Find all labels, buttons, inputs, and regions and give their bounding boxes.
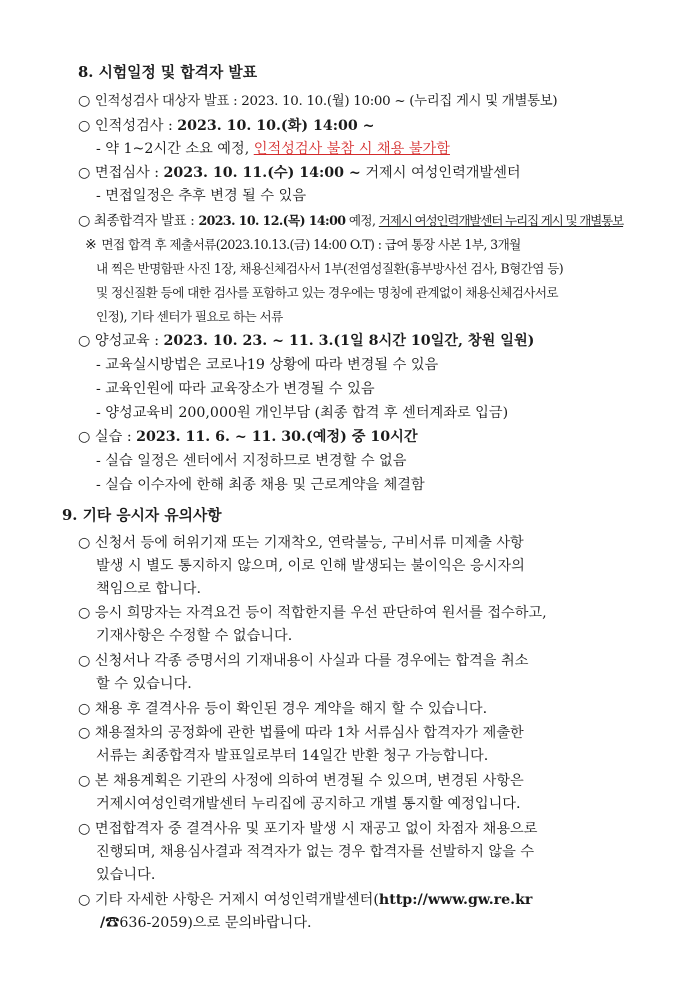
documents-note-line-1	[85, 235, 521, 255]
bullet-circle: ○	[78, 773, 91, 789]
final-result-plan: 예정,	[345, 213, 379, 228]
training-label: 양성교육 :	[94, 333, 164, 349]
final-result-label: 최종합격자 발표 :	[93, 214, 199, 229]
bullet-circle: ○	[78, 93, 91, 109]
training-sub-2: - 교육인원에 따라 교육장소가 변경될 수 있음	[96, 381, 375, 397]
contact-phone-line: /☎636-2059)으로 문의바랍니다.	[100, 915, 312, 931]
caution-item-7	[78, 819, 537, 839]
documents-note-line-3: 및 정신질환 등에 대한 검사를 포함하고 있는 경우에는 명칭에 관계없이 채용신체검사서로	[96, 285, 558, 300]
caution-line: 면접합격자 중 결격사유 및 포기자 발생 시 재공고 없이 차점자 채용으로	[94, 821, 538, 837]
caution-item-4	[78, 699, 487, 719]
final-result-item	[78, 211, 623, 232]
bullet-circle: ○	[78, 165, 91, 181]
bullet-circle: ○	[78, 213, 90, 229]
caution-line: 채용 후 결격사유 등이 확인된 경우 계약을 해지 할 수 있습니다.	[94, 701, 488, 717]
practice-date: 2023. 11. 6. ~ 11. 30.(예정) 중 10시간	[136, 429, 418, 445]
training-sub-1: - 교육실시방법은 코로나19 상황에 따라 변경될 수 있음	[96, 357, 439, 373]
training-date: 2023. 10. 23. ~ 11. 3.(1일 8시간 10일간, 창원 일원)	[163, 333, 535, 349]
practice-item	[78, 427, 418, 447]
bullet-circle: ○	[78, 701, 91, 717]
caution-line: 서류는 최종합격자 발표일로부터 14일간 반환 청구 가능합니다.	[96, 748, 489, 764]
practice-label: 실습 :	[94, 429, 137, 445]
interview-place: 거제시 여성인력개발센터	[360, 165, 521, 181]
bullet-circle: ○	[78, 821, 91, 837]
aptitude-targets-text: 인적성검사 대상자 발표 : 2023. 10. 10.(월) 10:00 ~ (누리집 게시 및 개별통보)	[94, 94, 558, 109]
documents-note-text: 면접 합격 후 제출서류(2023.10.13.(금) 14:00 O.T) : 급여 통장 사본 1부, 3개월	[101, 237, 521, 252]
caution-line: 채용절차의 공정화에 관한 법률에 따라 1차 서류심사 합격자가 제출한	[94, 725, 524, 741]
section-8-heading: 8. 시험일정 및 합격자 발표	[78, 64, 257, 81]
final-result-notice: 거제시 여성인력개발센터 누리집 게시 및 개별통보	[378, 213, 624, 228]
interview-item	[78, 163, 521, 183]
phone-number: 636-2059	[119, 915, 188, 931]
caution-item-6	[78, 771, 524, 791]
section-9-heading: 9. 기타 응시자 유의사항	[62, 507, 222, 524]
caution-line: 기재사항은 수정할 수 없습니다.	[96, 628, 293, 644]
caution-line: 진행되며, 채용심사결과 적격자가 없는 경우 합격자를 선발하지 않을 수	[96, 844, 535, 860]
caution-line: 있습니다.	[96, 867, 156, 883]
caution-line: 신청서 등에 허위기재 또는 기재착오, 연락불능, 구비서류 미제출 사항	[94, 535, 524, 551]
contact-item	[78, 890, 532, 910]
caution-item-1	[78, 533, 524, 553]
interview-date: 2023. 10. 11.(수) 14:00 ~	[163, 165, 361, 181]
caution-line: 본 채용계획은 기관의 사정에 의하여 변경될 수 있으며, 변경된 사항은	[94, 773, 524, 789]
final-result-date: 2023. 10. 12.(목) 14:00	[198, 213, 346, 228]
absence-warning: 인적성검사 불참 시 채용 불가함	[253, 141, 450, 157]
bullet-circle: ○	[78, 892, 91, 908]
caution-item-3	[78, 651, 528, 671]
aptitude-test-label: 인적성검사 :	[94, 118, 178, 134]
bullet-circle: ○	[78, 725, 91, 741]
bullet-circle: ○	[78, 118, 91, 134]
aptitude-targets-item	[78, 91, 557, 112]
caution-line: 거제시여성인력개발센터 누리집에 공지하고 개별 통지할 예정입니다.	[96, 796, 521, 812]
training-sub-3: - 양성교육비 200,000원 개인부담 (최종 합격 후 센터계좌로 입금)	[96, 405, 509, 421]
caution-line: 응시 희망자는 자격요건 등이 적합한지를 우선 판단하여 원서를 접수하고,	[94, 605, 547, 621]
interview-label: 면접심사 :	[94, 165, 164, 181]
reference-mark: ※	[85, 237, 97, 253]
aptitude-test-sub	[96, 139, 450, 159]
caution-item-2	[78, 603, 547, 623]
bullet-circle: ○	[78, 429, 91, 445]
interview-sub: - 면접일정은 추후 변경 될 수 있음	[96, 188, 307, 204]
training-item	[78, 331, 534, 351]
bullet-circle: ○	[78, 653, 91, 669]
aptitude-test-date: 2023. 10. 10.(화) 14:00 ~	[177, 118, 375, 134]
contact-text: 기타 자세한 사항은 거제시 여성인력개발센터(	[94, 892, 379, 908]
caution-line: 신청서나 각종 증명서의 기재내용이 사실과 다를 경우에는 합격을 취소	[94, 653, 529, 669]
caution-item-5	[78, 723, 524, 743]
aptitude-test-item	[78, 116, 375, 136]
caution-line: 책임으로 합니다.	[96, 581, 201, 597]
practice-sub-1: - 실습 일정은 센터에서 지정하므로 변경할 수 없음	[96, 453, 407, 469]
aptitude-test-duration: - 약 1~2시간 소요 예정,	[96, 141, 254, 157]
bullet-circle: ○	[78, 535, 91, 551]
caution-line: 발생 시 별도 통지하지 않으며, 이로 인해 발생되는 불이익은 응시자의	[96, 558, 525, 574]
bullet-circle: ○	[78, 605, 91, 621]
caution-line: 할 수 있습니다.	[96, 676, 192, 692]
documents-note-line-2: 내 찍은 반명함판 사진 1장, 채용신체검사서 1부(전염성질환(흉부방사선 검사, B형간염 등)	[96, 261, 564, 276]
contact-suffix: )으로 문의바랍니다.	[187, 915, 312, 931]
practice-sub-2: - 실습 이수자에 한해 최종 채용 및 근로계약을 체결함	[96, 477, 425, 493]
phone-icon: ☎	[105, 915, 120, 931]
documents-note-line-4: 인정), 기타 센터가 필요로 하는 서류	[96, 309, 283, 324]
bullet-circle: ○	[78, 333, 91, 349]
website-link[interactable]: http://www.gw.re.kr	[378, 892, 533, 908]
